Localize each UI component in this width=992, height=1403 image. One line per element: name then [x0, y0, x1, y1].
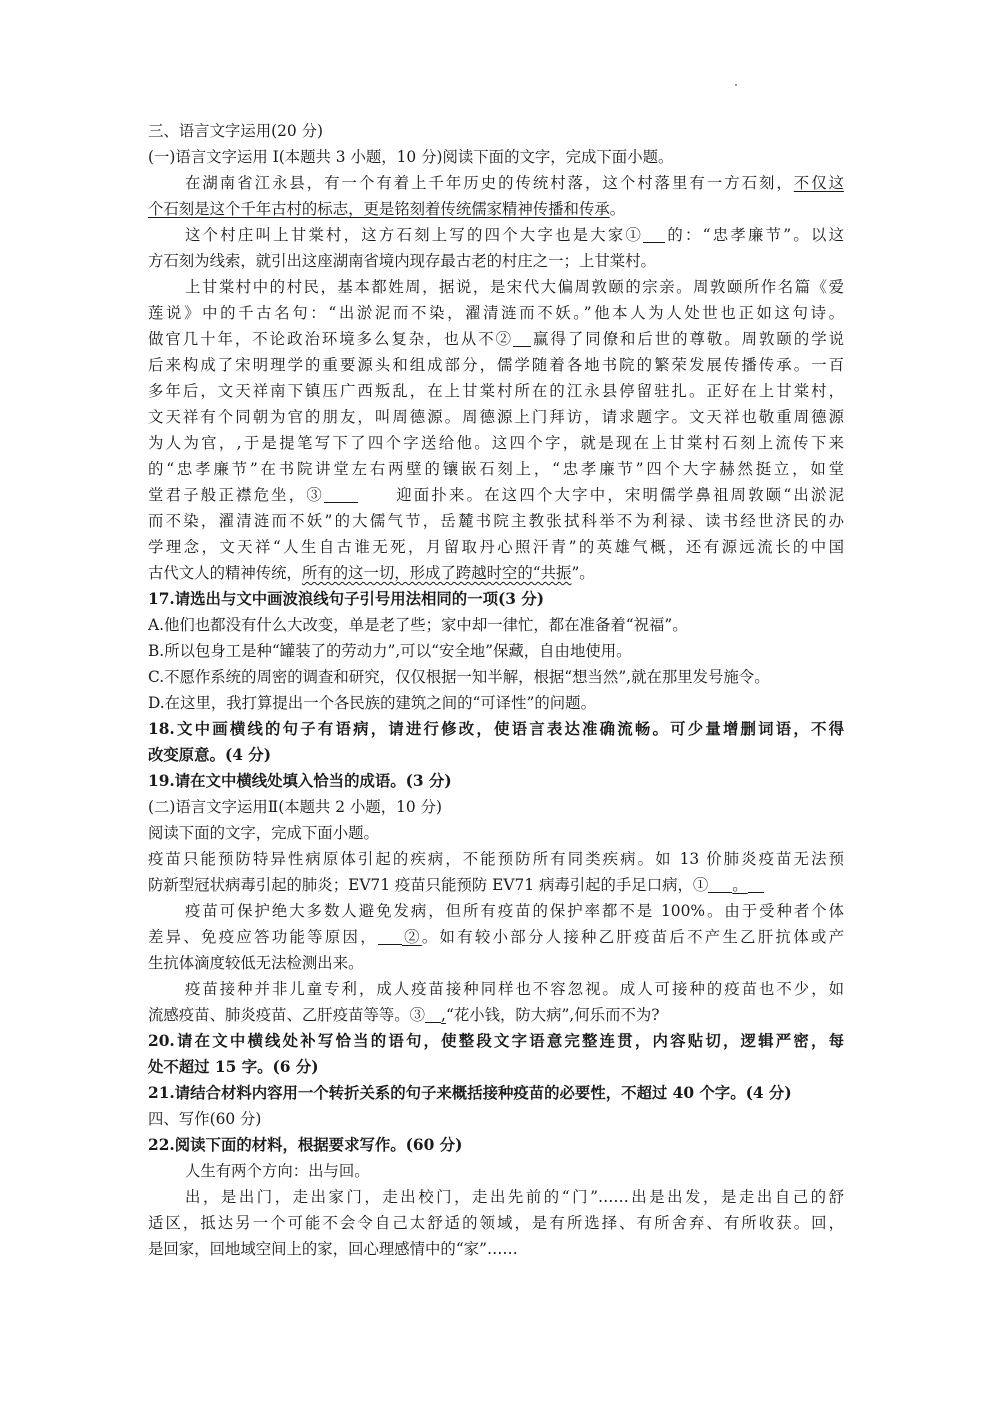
paragraph-line: 疫苗只能预防特异性病原体引起的疾病，不能预防所有同类疾病。如 13 价肺炎疫苗无法预 [148, 850, 844, 868]
blank-1-tail [748, 874, 764, 893]
blank-1 [643, 224, 665, 243]
underlined-sentence: 个石刻是这个千年古村的标志，更是铭刻着传统儒家精神传播和传承 [148, 200, 610, 218]
paragraph-line: 做官几十年，不论政治环境多么复杂，也从不② 赢得了同僚和后世的尊敬。周敦颐的学说 [148, 330, 844, 348]
paragraph-line: 后来构成了宋明理学的重要源头和组成部分，儒学随着各地书院的繁荣发展传播传承。一百 [148, 356, 844, 374]
paragraph-line: 防新型冠状病毒引起的肺炎；EV71 疫苗只能预防 EV71 病毒引起的手足口病，① 。 [148, 872, 844, 898]
paragraph-line: 疫苗可保护绝大多数人避免发病，但所有疫苗的保护率都不是 100%。由于受种者个体 [185, 902, 844, 920]
question-17-stem: 17.请选出与文中画波浪线句子引号用法相同的一项(3 分) [148, 590, 545, 608]
option-b: B.所以包身工是种“罐装了的劳动力”,可以“安全地”保藏，自由地使用。 [148, 642, 632, 660]
question-18-stem: 18.文中画横线的句子有语病，请进行修改，使语言表达准确流畅。可少量增删词语，不得 [148, 720, 844, 738]
paragraph-line: 的“忠孝廉节”在书院讲堂左右两壁的镶嵌石刻上，“忠孝廉节”四个大字赫然挺立，如堂 [148, 460, 844, 478]
paragraph-line: 人生有两个方向：出与回。 [185, 1162, 370, 1180]
paragraph-line: 是回家，回地域空间上的家，回心理感情中的“家”…… [148, 1240, 518, 1258]
paragraph-line: 差异、免疫应答功能等原因， ②。如有较小部分人接种乙肝疫苗后不产生乙肝抗体或产 [148, 928, 844, 946]
section-heading: 三、语言文字运用(20 分) [148, 122, 324, 140]
section-heading: 四、写作(60 分) [148, 1110, 262, 1128]
instruction: 阅读下面的文字，完成下面小题。 [148, 824, 379, 842]
paragraph-line: 文天祥有个同朝为官的朋友，叫周德源。周德源上门拜访，请求题字。文天祥也敬重周德源 [148, 408, 844, 426]
paragraph-line: 堂君子般正襟危坐，③ 迎面扑来。在这四个大字中，宋明儒学鼻祖周敦颐“出淤泥 [148, 486, 844, 504]
question-21-stem: 21.请结合材料内容用一个转折关系的句子来概括接种疫苗的必要性，不超过 40 个字。(4 分) [148, 1084, 792, 1102]
question-20-stem: 20.请在文中横线处补写恰当的语句，使整段文字语意完整连贯，内容贴切，逻辑严密，每 [148, 1032, 844, 1050]
subsection-heading: (一)语言文字运用 I(本题共 3 小题，10 分)阅读下面的文字，完成下面小题。 [148, 148, 674, 166]
option-c: C.不愿作系统的周密的调查和研究，仅仅根据一知半解，根据“想当然”,就在那里发号施令。 [148, 668, 770, 686]
paragraph-line: 方石刻为线索，就引出这座湖南省境内现存最古老的村庄之一；上甘棠村。 [148, 252, 656, 270]
subsection-heading: (二)语言文字运用Ⅱ(本题共 2 小题，10 分) [148, 798, 443, 816]
paragraph-line: 流感疫苗、肺炎疫苗、乙肝疫苗等等。③ ,“花小钱，防大病”,何乐而不为? [148, 1006, 660, 1024]
paragraph-line: 出，是出门，走出家门，走出校门，走出先前的“门”……出是出发，是走出自己的舒 [185, 1188, 844, 1206]
paragraph-line: 疫苗接种并非儿童专利，成人疫苗接种同样也不容忽视。成人可接种的疫苗也不少，如 [185, 980, 844, 998]
option-a: A.他们也都没有什么大改变，单是老了些；家中却一律忙，都在准备着“祝福”。 [148, 616, 688, 634]
question-20-stem: 处不超过 15 字。(6 分) [148, 1058, 319, 1076]
paragraph-line: 适区，抵达另一个可能不会令自己太舒适的领域，是有所选择、有所舍弃、有所收获。回， [148, 1214, 844, 1232]
blank-3 [324, 484, 358, 503]
paragraph-line: 个石刻是这个千年古村的标志，更是铭刻着传统儒家精神传播和传承。 [148, 200, 626, 218]
blank-2 [378, 926, 402, 945]
option-d: D.在这里，我打算提出一个各民族的建筑之间的“可译性”的问题。 [148, 694, 596, 712]
question-19-stem: 19.请在文中横线处填入恰当的成语。(3 分) [148, 772, 452, 790]
wavy-underlined-sentence: 所有的这一切，形成了跨越时空的“共振 [301, 564, 572, 582]
paragraph-line: 在湖南省江永县，有一个有着上千年历史的传统村落，这个村落里有一方石刻，不仅这 [185, 174, 844, 192]
blank-2 [513, 328, 531, 347]
paragraph-line: 古代文人的精神传统，所有的这一切，形成了跨越时空的“共振”。 [148, 564, 595, 582]
document-page [148, 118, 844, 1262]
paragraph-line: 上甘棠村中的村民，基本都姓周，据说，是宋代大偏周敦颐的宗亲。周敦颐所作名篇《爱 [185, 278, 844, 296]
question-22-stem: 22.阅读下面的材料，根据要求写作。(60 分) [148, 1136, 463, 1154]
paragraph-line: 这个村庄叫上甘棠村，这方石刻上写的四个大字也是大家① 的：“忠孝廉节”。以这 [185, 226, 844, 244]
paragraph-line: 莲说》中的千古名句：“出淤泥而不染，濯清涟而不妖。”他本人为人处世也正如这句诗。 [148, 304, 844, 322]
blank-1 [708, 874, 732, 893]
paragraph-line: 为人为官，,于是提笔写下了四个字送给他。这四个字，就是现在上甘棠村石刻上流传下来 [148, 434, 844, 452]
underlined-sentence: 不仅这 [793, 174, 844, 192]
paragraph-line: 生抗体滴度较低无法检测出来。 [148, 954, 364, 972]
paragraph-line: 学理念，文天祥“人生自古谁无死，月留取丹心照汗青”的英雄气概，还有源远流长的中国 [148, 538, 844, 556]
scan-dot [735, 84, 737, 86]
question-18-stem: 改变原意。(4 分) [148, 746, 271, 764]
blank-3 [425, 1004, 441, 1023]
paragraph-line: 多年后，文天祥南下镇压广西叛乱，在上甘棠村所在的江永县停留驻扎。正好在上甘棠村， [148, 382, 844, 400]
paragraph-line: 而不染，濯清涟而不妖”的大儒气节，岳麓书院主教张拭科举不为利禄、读书经世济民的办 [148, 512, 844, 530]
